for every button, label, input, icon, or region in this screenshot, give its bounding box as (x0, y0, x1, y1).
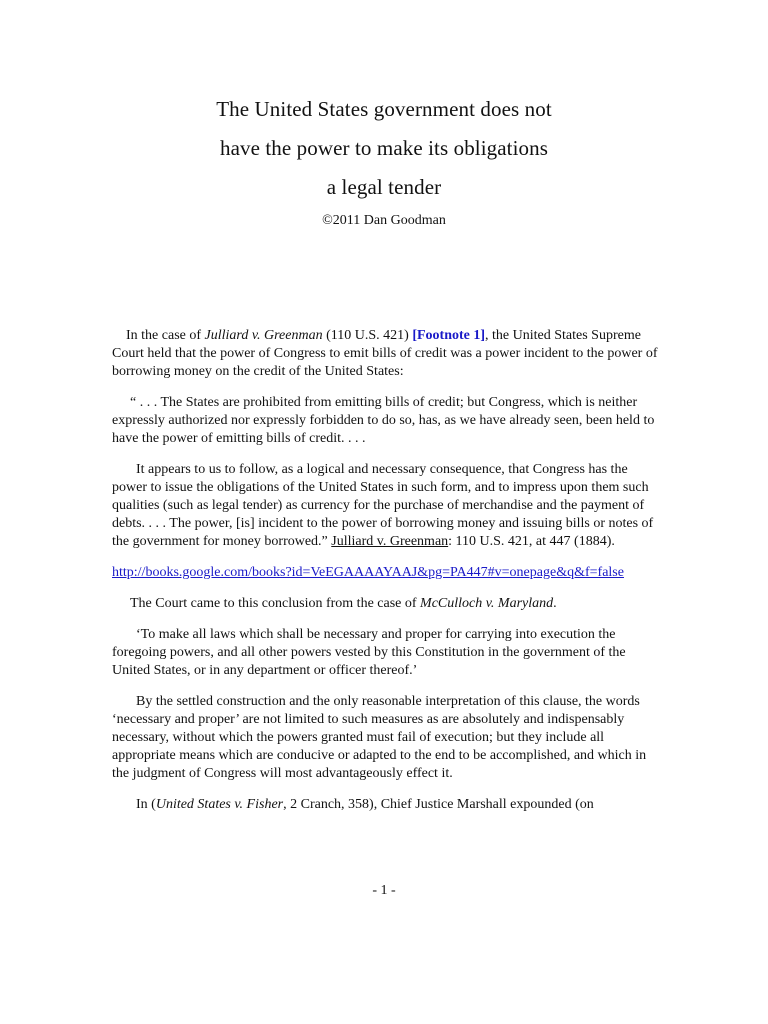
footnote-link[interactable]: [Footnote 1] (412, 328, 486, 343)
url-paragraph (112, 564, 658, 582)
quote-paragraph-1: “ . . . The States are prohibited from emitting bills of credit; but Congress, which is neither expressly authorized nor expressly forbidden to do so, has, as we have already seen, been held to have the power of emitting bills of credit. . . . (112, 395, 655, 446)
title-line-2: have the power to make its obligations (219, 136, 549, 160)
quote-paragraph-2-text: It appears to us to follow, as a logical and necessary consequence, that Congress has the power to issue the obligations of the United States in such form, and to impress upon them such qualities (such as legal tender) as currency for the purchase of merchandise and the payment of debts. . . . The power, [is] incident to the power of borrowing money and issuing bills or notes of the government for money borrowed.” (112, 462, 654, 549)
case-citation: (110 U.S. 421) (322, 328, 413, 343)
copyright-notice: ©2011 Dan Goodman (322, 213, 446, 228)
quote-paragraph-3: ‘To make all laws which shall be necessary and proper for carrying into execution the foregoing powers, and all other powers vested by this Constitution in the government of the United States, or in any department or officer thereof.’ (112, 627, 626, 678)
paragraph-mcculloch-lead: The Court came to this conclusion from the case of (130, 596, 421, 611)
paragraph-intro (112, 327, 658, 381)
paragraph-fisher-lead: In ( (136, 797, 156, 812)
title-block (0, 90, 768, 231)
google-books-link[interactable]: http://books.google.com/books?id=VeEGAAAAYAAJ&pg=PA447#v=onepage&q&f=false (112, 565, 624, 580)
case-name-julliard: Julliard v. Greenman (204, 328, 323, 343)
page-number: - 1 - (372, 883, 396, 898)
quote-paragraph-2 (112, 461, 658, 551)
case-name-fisher: United States v. Fisher (155, 797, 284, 812)
title-line-1: The United States government does not (216, 97, 552, 121)
paragraph-intro-lead: In the case of (126, 328, 205, 343)
title-line-3: a legal tender (326, 175, 442, 199)
paragraph-intro-rest: , the United States Supreme Court held that the power of Congress to emit bills of credit was a power incident to the power of borrowing money on the credit of the United States: (112, 328, 658, 379)
paragraph-fisher-rest: , 2 Cranch, 358), Chief Justice Marshall expounded (on (283, 797, 594, 812)
paragraph-mcculloch (112, 595, 658, 613)
paragraph-fisher (112, 796, 658, 814)
paragraph-mcculloch-end: . (553, 596, 557, 611)
case-name-julliard-underlined: Julliard v. Greenman (331, 534, 449, 549)
document-body (112, 327, 658, 827)
paragraph-construction: By the settled construction and the only reasonable interpretation of this clause, the words ‘necessary and proper’ are not limited to such measures as are absolutely and indispensably necessary, without which the powers granted must fail of execution; but they include all appropriate means which are conducive or adapted to the end to be accomplished, and which in the judgment of Congress will most advantageously effect it. (112, 694, 647, 781)
case-citation-2: : 110 U.S. 421, at 447 (1884). (448, 534, 615, 549)
case-name-mcculloch: McCulloch v. Maryland (420, 596, 554, 611)
